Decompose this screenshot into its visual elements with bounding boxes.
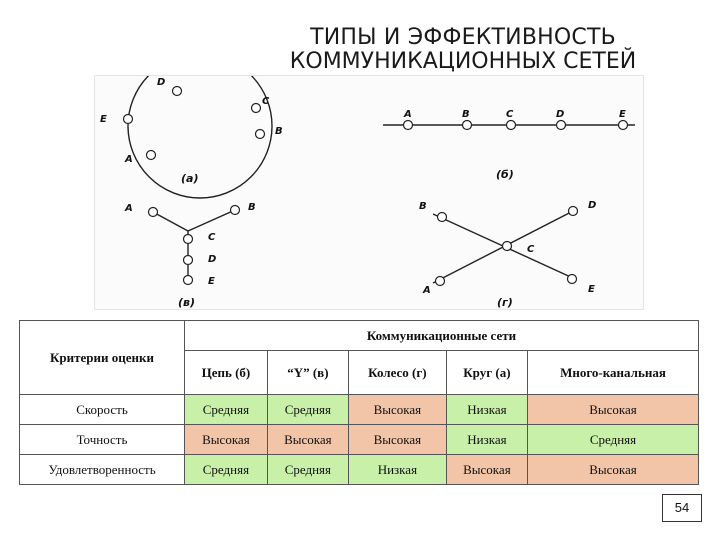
- column-header: “Y” (в): [267, 351, 348, 395]
- circle-ring: [128, 76, 272, 198]
- criteria-table: [19, 320, 699, 485]
- y-label-d: D: [208, 254, 217, 265]
- network-diagrams: [94, 75, 644, 310]
- chain-node-a: [404, 121, 413, 130]
- circle-network: [100, 76, 283, 198]
- page-number: 54: [662, 494, 702, 522]
- y-node-e: [184, 276, 193, 285]
- y-label-a: A: [125, 203, 133, 214]
- column-header: Много-канальная: [527, 351, 698, 395]
- wheel-caption: (г): [497, 296, 513, 309]
- circle-label-d: D: [157, 77, 166, 88]
- column-header: Круг (а): [446, 351, 527, 395]
- table-row: [20, 425, 699, 455]
- circle-label-e: E: [100, 114, 107, 125]
- chain-node-b: [463, 121, 472, 130]
- wheel-node-a: [436, 277, 445, 286]
- table-cell: Средняя: [267, 395, 348, 425]
- y-node-a: [149, 208, 158, 217]
- y-line-b: [188, 210, 235, 231]
- table-cell: Низкая: [348, 455, 446, 485]
- table-cell: Высокая: [185, 425, 268, 455]
- chain-network: [383, 109, 635, 181]
- circle-node-a: [147, 151, 156, 160]
- row-label: Удовлетворенность: [20, 455, 185, 485]
- y-node-c: [184, 235, 193, 244]
- y-caption: (в): [178, 296, 196, 309]
- wheel-node-c: [503, 242, 512, 251]
- networks-group-header: Коммуникационные сети: [185, 321, 699, 351]
- chain-label-e: E: [619, 109, 626, 120]
- y-label-e: E: [208, 276, 215, 287]
- wheel-node-e: [568, 275, 577, 284]
- row-label: Точность: [20, 425, 185, 455]
- table-cell: Высокая: [348, 425, 446, 455]
- wheel-label-c: C: [527, 244, 535, 255]
- table-cell: Низкая: [446, 395, 527, 425]
- y-node-b: [231, 206, 240, 215]
- table-cell: Средняя: [267, 455, 348, 485]
- row-label: Скорость: [20, 395, 185, 425]
- circle-node-e: [124, 115, 133, 124]
- y-line-a: [153, 212, 188, 231]
- chain-label-c: C: [506, 109, 514, 120]
- circle-label-b: B: [275, 126, 283, 137]
- chain-label-d: D: [556, 109, 565, 120]
- network-diagrams-svg: [95, 76, 645, 311]
- circle-label-c: C: [262, 96, 270, 107]
- wheel-node-d: [569, 207, 578, 216]
- table-cell: Средняя: [527, 425, 698, 455]
- criteria-header: Критерии оценки: [20, 321, 185, 395]
- table-cell: Высокая: [348, 395, 446, 425]
- chain-node-d: [557, 121, 566, 130]
- table-cell: Средняя: [185, 455, 268, 485]
- chain-label-b: B: [462, 109, 470, 120]
- chain-caption: (б): [496, 168, 514, 181]
- wheel-label-a: A: [423, 285, 431, 296]
- circle-label-a: A: [125, 154, 133, 165]
- y-label-c: C: [208, 232, 216, 243]
- table-cell: Средняя: [185, 395, 268, 425]
- table-cell: Высокая: [267, 425, 348, 455]
- y-network: [124, 202, 256, 309]
- slide-title-line1: ТИПЫ И ЭФФЕКТИВНОСТЬ: [310, 25, 616, 50]
- table-row: [20, 395, 699, 425]
- y-label-b: B: [248, 202, 256, 213]
- column-header: Колесо (г): [348, 351, 446, 395]
- table-cell: Высокая: [527, 455, 698, 485]
- table-header-row-1: [20, 321, 699, 351]
- wheel-label-b: B: [419, 201, 427, 212]
- slide-title-line2: КОММУНИКАЦИОННЫХ СЕТЕЙ: [289, 49, 637, 74]
- chain-label-a: A: [404, 109, 412, 120]
- circle-node-c: [252, 104, 261, 113]
- circle-caption: (а): [181, 172, 199, 185]
- table-cell: Высокая: [446, 455, 527, 485]
- y-node-d: [184, 256, 193, 265]
- circle-node-d: [173, 87, 182, 96]
- chain-node-e: [619, 121, 628, 130]
- table-cell: Низкая: [446, 425, 527, 455]
- wheel-label-d: D: [588, 200, 597, 211]
- circle-node-b: [256, 130, 265, 139]
- wheel-label-e: E: [588, 284, 595, 295]
- table-cell: Высокая: [527, 395, 698, 425]
- column-header: Цепь (б): [185, 351, 268, 395]
- wheel-node-b: [438, 213, 447, 222]
- chain-node-c: [507, 121, 516, 130]
- table-row: [20, 455, 699, 485]
- wheel-network: [419, 200, 596, 309]
